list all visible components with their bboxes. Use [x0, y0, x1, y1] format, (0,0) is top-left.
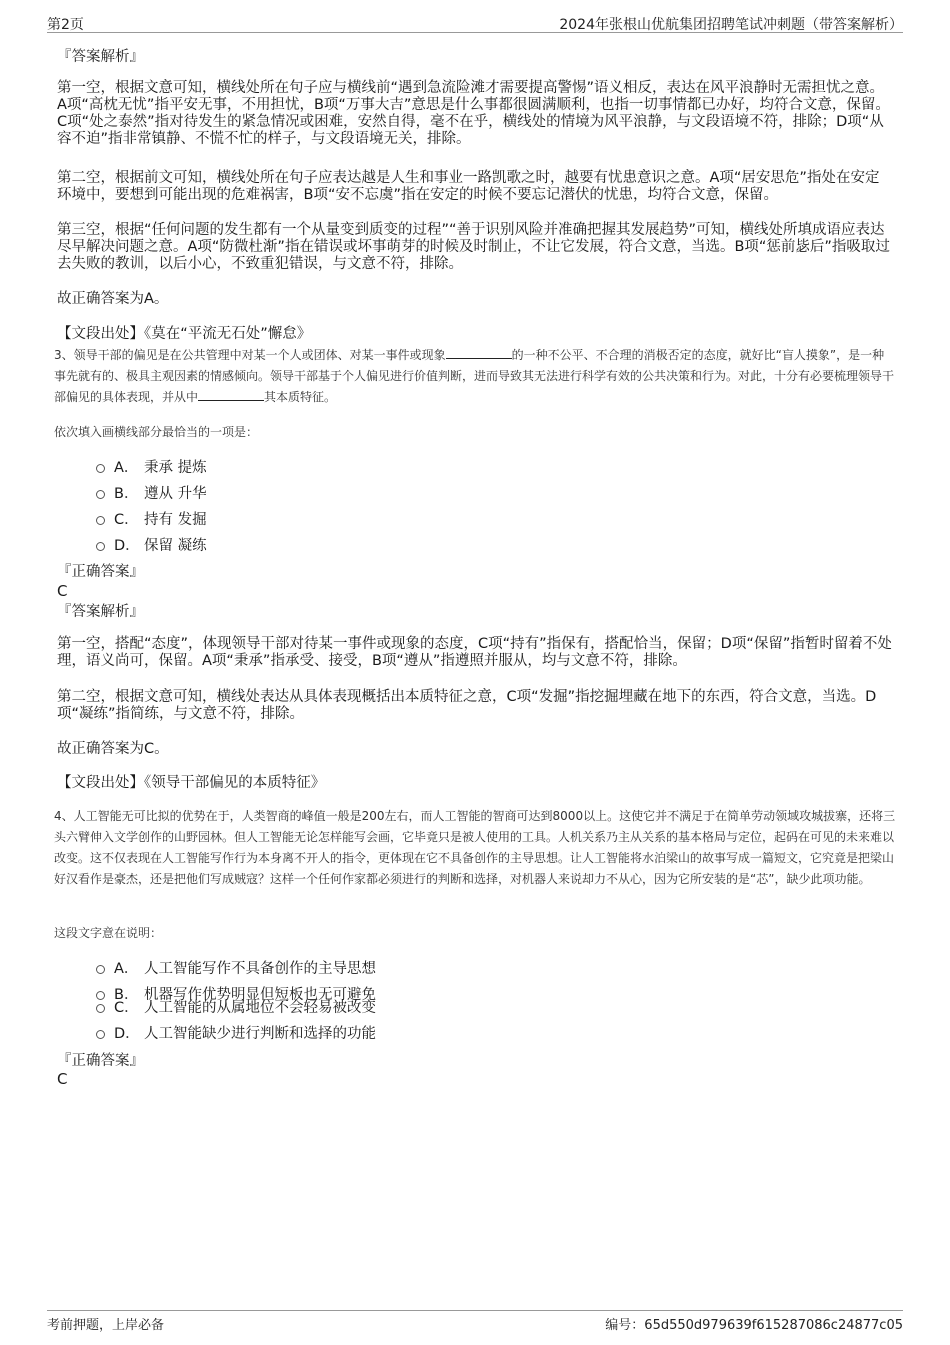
radio-icon[interactable]	[96, 490, 105, 499]
q3-option-d[interactable]	[96, 533, 207, 555]
q2-analysis-label: 『答案解析』	[57, 49, 144, 65]
option-text: 持有 发掘	[144, 511, 207, 528]
radio-icon[interactable]	[96, 516, 105, 525]
q2-source: 【文段出处】《莫在“平流无石处”懈怠》	[57, 326, 312, 342]
radio-icon[interactable]	[96, 464, 105, 473]
option-letter: B．	[114, 485, 139, 502]
q3-stem-part-1: 3、领导干部的偏见是在公共管理中对某一个人或团体、对某一事件或现象	[54, 348, 446, 362]
q2-analysis-paragraph-2: 第二空，根据前文可知，横线处所在句子应表达越是人生和事业一路凯歌之时，越要有忧患意识之意。A项“居安思危”指处在安定环境中，要想到可能出现的危难祸害，B项“安不忘虞”指在安定的时候不要忘记潜伏的忧患，均符合文意，保留。	[57, 170, 880, 203]
q3-stem-part-3: 其本质特征。	[264, 390, 337, 404]
q2-conclusion: 故正确答案为A。	[57, 291, 169, 307]
option-letter: A．	[114, 459, 139, 476]
q4-prompt: 这段文字意在说明：	[54, 926, 163, 940]
q3-question-stem	[54, 345, 896, 408]
header-divider	[47, 32, 903, 33]
document-title: 2024年张根山优航集团招聘笔试冲刺题（带答案解析）	[559, 17, 903, 33]
q4-correct-answer: C	[57, 1070, 68, 1088]
option-letter: D．	[114, 1025, 140, 1042]
q3-option-a[interactable]	[96, 455, 207, 477]
q4-option-c[interactable]	[96, 995, 376, 1017]
page-number: 第2页	[47, 17, 84, 33]
document-code: 编号：65d550d979639f615287086c24877c05	[605, 1318, 903, 1333]
q3-conclusion: 故正确答案为C。	[57, 741, 169, 757]
q2-analysis-paragraph-3: 第三空，根据“任何问题的发生都有一个从量变到质变的过程”“善于识别风险并准确把握其发展趋势”可知，横线处所填成语应表达尽早解决问题之意。A项“防微杜渐”指在错误或坏事萌芽的时候及时制止，不让它发展，符合文意，当选。B项“惩前毖后”指吸取过去失败的教训，以后小心，不致重犯错误，与文意不符，排除。	[57, 222, 890, 272]
q3-prompt: 依次填入画横线部分最恰当的一项是：	[54, 425, 259, 439]
q3-correct-label: 『正确答案』	[57, 564, 144, 580]
q3-option-b[interactable]	[96, 481, 207, 503]
radio-icon[interactable]	[96, 542, 105, 551]
q2-analysis-paragraph-1: 第一空，根据文意可知，横线处所在句子应与横线前“遇到急流险滩才需要提高警惕”语义相反，表达在风平浪静时无需担忧之意。A项“高枕无忧”指平安无事，不用担忧，B项“万事大吉”意思是什么事都很圆满顺利，也指一切事情都已办好，均符合文意，保留。C项“处之泰然”指对待发生的紧急情况或困难，安然自得，毫不在乎，横线处的情境为风平浪静，与文段语境不符，排除；D项“从容不迫”指非常镇静、不慌不忙的样子，与文段语境无关，排除。	[57, 80, 890, 147]
q3-blank-2	[198, 388, 264, 401]
option-text: 人工智能缺少进行判断和选择的功能	[144, 1025, 376, 1042]
q3-source: 【文段出处】《领导干部偏见的本质特征》	[57, 775, 326, 791]
footer-divider	[47, 1310, 903, 1311]
option-text: 秉承 提炼	[144, 459, 207, 476]
q4-correct-label: 『正确答案』	[57, 1053, 144, 1069]
option-letter: A．	[114, 960, 139, 977]
option-text: 保留 凝练	[144, 537, 207, 554]
q4-option-a[interactable]	[96, 956, 376, 978]
option-letter: B．	[114, 986, 139, 1003]
q3-option-c[interactable]	[96, 507, 207, 529]
option-text: 遵从 升华	[144, 485, 207, 502]
radio-icon[interactable]	[96, 965, 105, 974]
option-letter: D．	[114, 537, 140, 554]
footer-slogan: 考前押题，上岸必备	[47, 1318, 165, 1333]
q3-blank-1	[446, 346, 512, 359]
radio-icon[interactable]	[96, 1004, 105, 1013]
q3-analysis-label: 『答案解析』	[57, 604, 144, 620]
q4-option-d[interactable]	[96, 1021, 376, 1043]
option-text: 机器写作优势明显但短板也无可避免	[144, 986, 376, 1003]
q3-analysis-paragraph-2: 第二空，根据文意可知，横线处表达从具体表现概括出本质特征之意，C项“发掘”指挖掘埋藏在地下的东西，符合文意，当选。D项“凝练”指简练，与文意不符，排除。	[57, 689, 877, 722]
option-text: 人工智能写作不具备创作的主导思想	[144, 960, 376, 977]
q3-stem-part-2: 的一种不公平、不合理的消极否定的态度，就好比“盲人摸象”，是一种事先就有的、极具主观因素的情感倾向。领导干部基于个人偏见进行价值判断，进而导致其无法进行科学有效的公共决策和行为。对此，十分有必要梳理领导干部偏见的具体表现，并从中	[54, 348, 895, 404]
option-text: 人工智能的从属地位不会轻易被改变	[144, 999, 376, 1016]
option-letter: C．	[114, 511, 139, 528]
option-letter: C．	[114, 999, 139, 1016]
q3-analysis-paragraph-1: 第一空，搭配“态度”，体现领导干部对待某一事件或现象的态度，C项“持有”指保有，搭配恰当，保留；D项“保留”指暂时留着不处理，语义尚可，保留。A项“秉承”指承受、接受，B项“遵从”指遵照并服从，均与文意不符，排除。	[57, 636, 892, 669]
q3-correct-answer: C	[57, 582, 68, 600]
q4-question-stem: 4、人工智能无可比拟的优势在于，人类智商的峰值一般是200左右，而人工智能的智商可达到8000以上。这使它并不满足于在简单劳动领域攻城拔寨，还将三头六臂伸入文学创作的山野园林。但人工智能无论怎样能写会画，它毕竟只是被人使用的工具。人机关系乃主从关系的基本格局与定位，起码在可见的未来难以改变。这不仅表现在人工智能写作行为本身离不开人的指令，更体现在它不具备创作的主导思想。让人工智能将水泊梁山的故事写成一篇短文，它究竟是把梁山好汉看作是豪杰，还是把他们写成贼寇？这样一个任何作家都必须进行的判断和选择，对机器人来说却力不从心，因为它所安装的是“芯”，缺少此项功能。	[54, 809, 896, 886]
radio-icon[interactable]	[96, 1030, 105, 1039]
